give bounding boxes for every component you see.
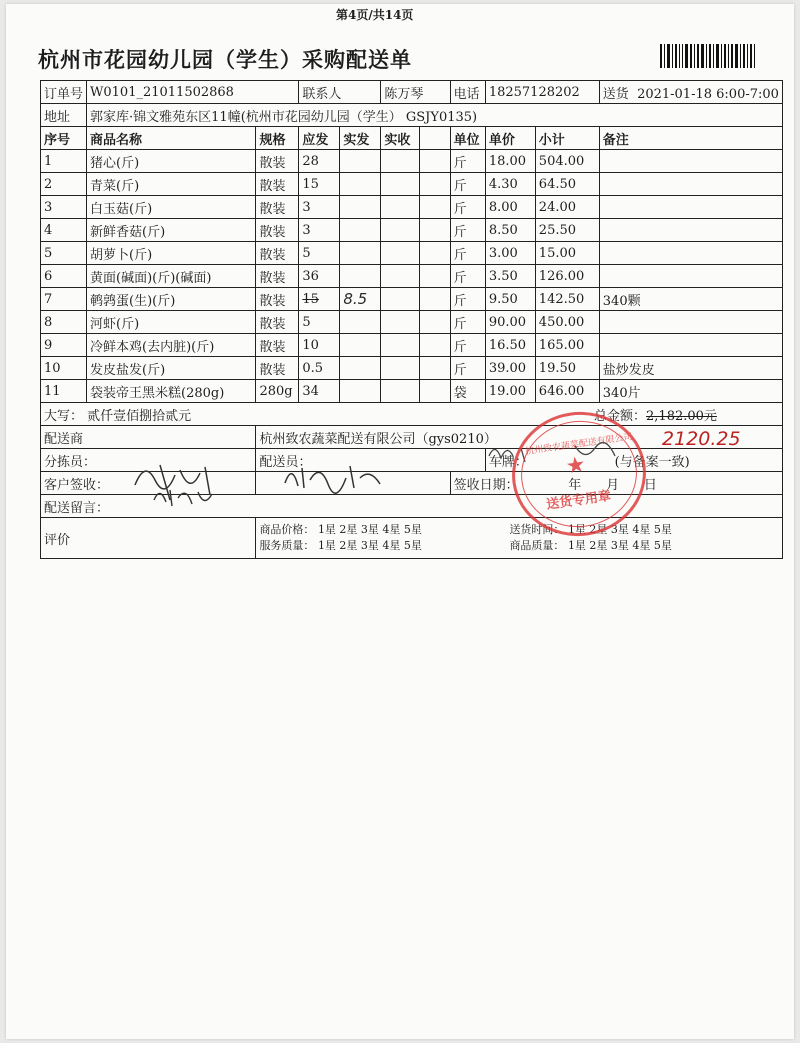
seal-label: 送货专用章 <box>545 488 612 513</box>
item-spec: 散装 <box>256 334 299 357</box>
service-label: 服务质量： <box>259 539 315 552</box>
item-price: 9.50 <box>485 288 535 311</box>
item-price: 4.30 <box>485 173 535 196</box>
item-name: 新鲜香菇(斤) <box>87 219 256 242</box>
item-note: 340片 <box>599 380 782 403</box>
item-qty: 34 <box>299 380 340 403</box>
goods-price-stars: 1星 2星 3星 4星 5星 <box>317 523 422 536</box>
table-row <box>41 265 783 288</box>
item-qty: 3 <box>299 196 340 219</box>
item-price: 8.50 <box>485 219 535 242</box>
col-header: 商品名称 <box>87 127 256 150</box>
item-price: 16.50 <box>485 334 535 357</box>
item-no: 11 <box>41 380 87 403</box>
deliverer-signature <box>280 458 390 498</box>
item-note <box>599 150 782 173</box>
seal-star-icon: ★ <box>564 452 588 480</box>
item-spec: 散装 <box>256 311 299 334</box>
delivery-label: 送货 <box>602 86 629 102</box>
item-no: 9 <box>41 334 87 357</box>
capital-label: 大写： <box>44 408 84 424</box>
col-header: 应发 <box>299 127 340 150</box>
deliverer-label: 配送员： <box>259 454 312 470</box>
item-subtotal: 165.00 <box>535 334 599 357</box>
item-subtotal: 450.00 <box>535 311 599 334</box>
item-spec: 280g <box>256 380 299 403</box>
item-qty: 36 <box>299 265 340 288</box>
item-no: 3 <box>41 196 87 219</box>
item-subtotal: 646.00 <box>535 380 599 403</box>
seal-arc-text: 杭州致农蔬菜配送有限公司 <box>524 432 634 458</box>
date-year: 年 <box>568 477 582 493</box>
total-label: 总金额： <box>594 409 647 424</box>
service-stars: 1星 2星 3星 4星 5星 <box>317 539 422 552</box>
item-qty: 15 <box>299 173 340 196</box>
item-price: 39.00 <box>485 357 535 380</box>
address-row <box>41 104 783 127</box>
rating-label: 评价 <box>41 518 256 559</box>
item-note: 盐炒发皮 <box>599 357 782 380</box>
item-no: 6 <box>41 265 87 288</box>
item-subtotal: 24.00 <box>535 196 599 219</box>
total-amount: 2,182.00元 <box>646 409 717 424</box>
item-no: 2 <box>41 173 87 196</box>
capital-total-row <box>41 403 783 426</box>
item-subtotal: 25.50 <box>535 219 599 242</box>
col-header: 备注 <box>599 127 782 150</box>
item-unit: 斤 <box>450 196 485 219</box>
message-label: 配送留言： <box>41 495 783 518</box>
item-no: 4 <box>41 219 87 242</box>
item-price: 19.00 <box>485 380 535 403</box>
item-name: 袋装帝王黑米糕(280g) <box>87 380 256 403</box>
item-unit: 斤 <box>450 357 485 380</box>
table-row <box>41 242 783 265</box>
col-header: 单价 <box>485 127 535 150</box>
item-note <box>599 334 782 357</box>
table-row <box>41 357 783 380</box>
item-price: 8.00 <box>485 196 535 219</box>
contact-label: 联系人 <box>299 81 381 104</box>
item-note <box>599 242 782 265</box>
delivery-time-rating-label: 送货时间： <box>509 523 565 536</box>
goods-price-label: 商品价格： <box>259 523 315 536</box>
date-month: 月 <box>606 477 620 493</box>
item-price: 90.00 <box>485 311 535 334</box>
item-spec: 散装 <box>256 357 299 380</box>
col-header: 规格 <box>256 127 299 150</box>
item-unit: 斤 <box>450 265 485 288</box>
document-title: 杭州市花园幼儿园（学生）采购配送单 <box>38 48 412 72</box>
col-header: 序号 <box>41 127 87 150</box>
col-header: 实发 <box>340 127 381 150</box>
item-spec: 散装 <box>256 150 299 173</box>
handwritten-actual-qty: 8.5 <box>343 290 368 308</box>
item-spec: 散装 <box>256 219 299 242</box>
table-row <box>41 380 783 403</box>
item-note <box>599 265 782 288</box>
item-spec: 散装 <box>256 173 299 196</box>
item-subtotal: 126.00 <box>535 265 599 288</box>
item-spec: 散装 <box>256 288 299 311</box>
delivery-time-stars: 1星 2星 3星 4星 5星 <box>567 523 672 536</box>
picker-label: 分拣员： <box>41 449 256 472</box>
item-unit: 袋 <box>450 380 485 403</box>
item-note <box>599 196 782 219</box>
capital-amount: 贰仟壹佰捌拾贰元 <box>87 408 192 424</box>
item-qty: 10 <box>299 334 340 357</box>
customer-sign-label: 客户签收： <box>41 472 256 495</box>
item-name: 胡萝卜(斤) <box>87 242 256 265</box>
item-qty: 0.5 <box>299 357 340 380</box>
item-qty: 5 <box>299 311 340 334</box>
item-name: 白玉菇(斤) <box>87 196 256 219</box>
table-header-row <box>41 127 783 150</box>
goods-quality-label: 商品质量： <box>509 539 565 552</box>
item-unit: 斤 <box>450 311 485 334</box>
item-name: 冷鲜本鸡(去内脏)(斤) <box>87 334 256 357</box>
col-header: 单位 <box>450 127 485 150</box>
item-spec: 散装 <box>256 265 299 288</box>
phone-label: 电话 <box>450 81 485 104</box>
item-unit: 斤 <box>450 288 485 311</box>
item-spec: 散装 <box>256 196 299 219</box>
item-no: 10 <box>41 357 87 380</box>
order-info-row <box>41 81 783 104</box>
item-price: 3.50 <box>485 265 535 288</box>
item-no: 8 <box>41 311 87 334</box>
item-price: 3.00 <box>485 242 535 265</box>
contact-value: 陈万琴 <box>381 81 450 104</box>
item-unit: 斤 <box>450 334 485 357</box>
order-no-value: W0101_21011502868 <box>87 81 299 104</box>
item-qty: 28 <box>299 150 340 173</box>
item-no: 1 <box>41 150 87 173</box>
distributor-value: 杭州致农蔬菜配送有限公司（gys0210） <box>256 426 783 449</box>
item-no: 5 <box>41 242 87 265</box>
customer-signature <box>150 482 220 512</box>
item-note <box>599 311 782 334</box>
phone-value: 18257128202 <box>485 81 599 104</box>
plate-label: 车牌： <box>488 454 528 470</box>
item-subtotal: 19.50 <box>535 357 599 380</box>
barcode-icon <box>660 44 784 68</box>
item-subtotal: 64.50 <box>535 173 599 196</box>
col-header: 实收 <box>381 127 419 150</box>
handwritten-corrected-total: 2120.25 <box>662 428 741 450</box>
address-value: 郭家库·锦文雅苑东区11幢(杭州市花园幼儿园（学生） GSJY0135) <box>87 104 783 127</box>
address-label: 地址 <box>41 104 87 127</box>
table-row <box>41 334 783 357</box>
item-price: 18.00 <box>485 150 535 173</box>
page-indicator: 第4页/共14页 <box>336 8 414 22</box>
item-name: 青菜(斤) <box>87 173 256 196</box>
table-row <box>41 311 783 334</box>
distributor-label: 配送商 <box>41 426 256 449</box>
goods-quality-stars: 1星 2星 3星 4星 5星 <box>567 539 672 552</box>
item-subtotal: 504.00 <box>535 150 599 173</box>
delivery-time: 2021-01-18 6:00-7:00 <box>637 86 779 102</box>
item-qty: 3 <box>299 219 340 242</box>
item-name: 黄面(碱面)(斤)(碱面) <box>87 265 256 288</box>
item-spec: 散装 <box>256 242 299 265</box>
rating-row <box>41 518 783 559</box>
item-note: 340颗 <box>599 288 782 311</box>
table-row <box>41 196 783 219</box>
sign-date-label: 签收日期： <box>453 477 519 493</box>
item-subtotal: 142.50 <box>535 288 599 311</box>
item-qty: 5 <box>299 242 340 265</box>
item-qty: 15 <box>299 288 340 311</box>
item-unit: 斤 <box>450 219 485 242</box>
item-unit: 斤 <box>450 173 485 196</box>
item-note <box>599 219 782 242</box>
date-day: 日 <box>643 477 657 493</box>
col-header <box>419 127 450 150</box>
item-name: 鹌鹑蛋(生)(斤) <box>87 288 256 311</box>
item-name: 发皮盐发(斤) <box>87 357 256 380</box>
table-row <box>41 219 783 242</box>
item-name: 猪心(斤) <box>87 150 256 173</box>
order-no-label: 订单号 <box>41 81 87 104</box>
table-row <box>41 150 783 173</box>
item-no: 7 <box>41 288 87 311</box>
consistency-note: (与备案一致) <box>614 454 690 470</box>
col-header: 小计 <box>535 127 599 150</box>
table-row <box>41 173 783 196</box>
item-unit: 斤 <box>450 242 485 265</box>
item-name: 河虾(斤) <box>87 311 256 334</box>
item-subtotal: 15.00 <box>535 242 599 265</box>
table-row <box>41 288 783 311</box>
item-note <box>599 173 782 196</box>
item-unit: 斤 <box>450 150 485 173</box>
